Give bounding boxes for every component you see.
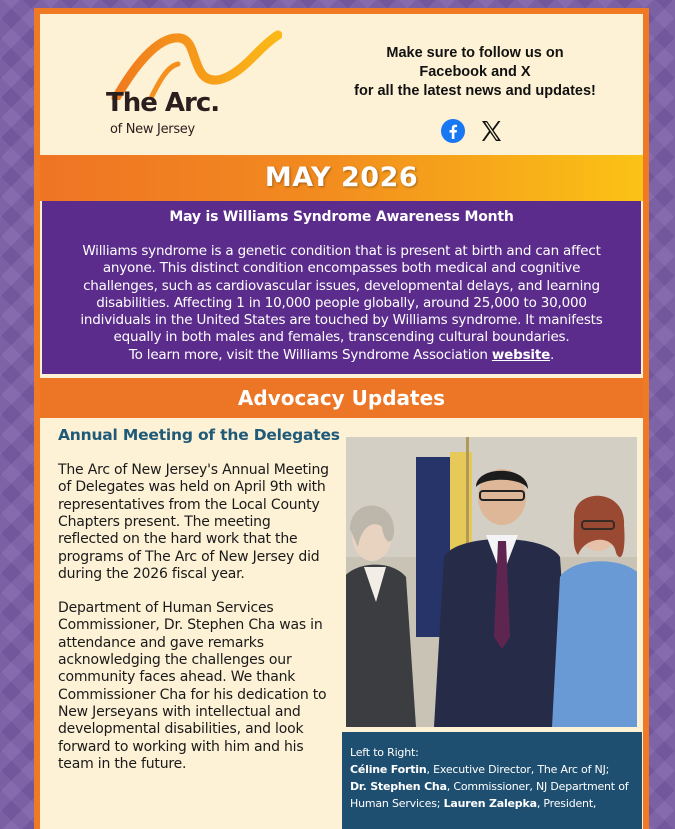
caption-people <box>350 761 634 812</box>
logo-subtitle: of New Jersey <box>110 122 195 137</box>
advocacy-content <box>40 418 643 818</box>
caption-intro: Left to Right: <box>350 746 419 760</box>
caption-person-1-role: , Executive Director, The Arc of NJ; <box>426 763 610 777</box>
month-banner: MAY 2026 <box>40 155 643 201</box>
advocacy-banner: Advocacy Updates <box>40 378 643 418</box>
article <box>58 426 340 790</box>
logo-name: The Arc. <box>106 88 220 118</box>
caption-person-3-role: , President, <box>536 797 597 811</box>
awareness-title: May is Williams Syndrome Awareness Month <box>169 209 514 225</box>
caption-person-1-name: Céline Fortin <box>350 763 427 777</box>
follow-line-1: Make sure to follow us on <box>386 45 564 61</box>
awareness-learn-more <box>66 347 617 364</box>
x-icon[interactable] <box>478 118 504 144</box>
caption-person-2-name: Dr. Stephen Cha <box>350 780 447 794</box>
photo-caption <box>342 732 642 829</box>
caption-person-3-name: Lauren Zalepka <box>443 797 537 811</box>
social-links <box>440 118 504 144</box>
article-title: Annual Meeting of the Delegates <box>58 426 340 445</box>
follow-message <box>330 44 620 101</box>
website-link[interactable]: website <box>491 346 551 363</box>
follow-line-3: for all the latest news and updates! <box>354 83 596 99</box>
awareness-section <box>42 201 641 374</box>
newsletter-frame <box>34 8 649 829</box>
learn-more-prefix: To learn more, visit the Williams Syndrome Association <box>128 346 492 363</box>
delegates-photo <box>346 437 637 727</box>
caption-person-2-role: , Commissioner, NJ Department of Human Services; <box>350 780 629 811</box>
facebook-icon[interactable] <box>440 118 466 144</box>
newsletter-body <box>40 14 643 829</box>
follow-line-2: Facebook and X <box>419 64 531 80</box>
header <box>40 14 643 155</box>
learn-more-suffix: . <box>550 346 555 363</box>
awareness-body: Williams syndrome is a genetic condition that is present at birth and can affect anyone. This distinct condition encompasses both medical and cognitive challenges, such as cardiovascular issues, developmental delays, and learning disabilities. Affecting 1 in 10,000 people globally, around 25,000 to 30,000 individuals in the United States are touched by Williams syndrome. It manifests equally in both males and females, transcending cultural boundaries. <box>80 243 603 346</box>
arc-logo[interactable] <box>102 30 282 140</box>
article-paragraph-1: The Arc of New Jersey's Annual Meeting of Delegates was held on April 9th with representatives from the Local County Chapters present. The meeting reflected on the hard work that the programs of The Arc of New Jersey did during the 2026 fiscal year. <box>58 462 329 582</box>
article-paragraph-2: Department of Human Services Commissioner, Dr. Stephen Cha was in attendance and gave remarks acknowledging the challenges our community faces ahead. We thank Commissioner Cha for his dedication to New Jerseyans with intellectual and developmental disabilities, and look forward to working with him and his team in the future. <box>58 600 327 772</box>
